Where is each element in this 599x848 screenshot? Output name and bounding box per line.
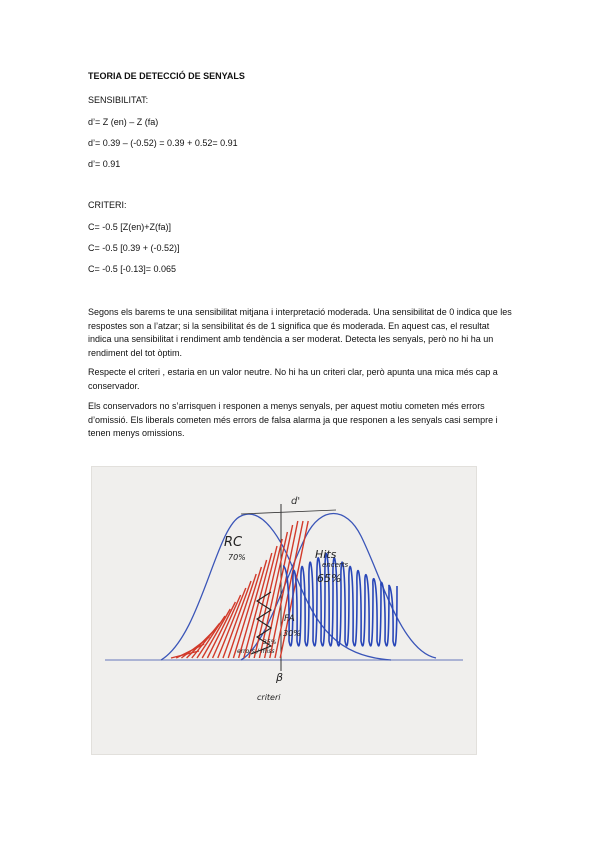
criterion-formula: C= -0.5 [Z(en)+Z(fa)] (88, 222, 172, 232)
rc-percent: 70% (228, 553, 246, 562)
d-prime-arrow (241, 510, 336, 514)
sensitivity-calculation: d’= 0.39 – (-0.52) = 0.39 + 0.52= 0.91 (88, 138, 238, 148)
errors-label: errors / miss (237, 648, 275, 655)
sensitivity-formula: d’= Z (en) – Z (fa) (88, 117, 159, 127)
paragraph-criterion: Respecte el criteri , estaria en un valor neutre. No hi ha un criteri clar, però apunta una mica més cap a conservador. (88, 367, 498, 391)
criterion-label: criteri (257, 693, 281, 702)
criterion-calculation: C= -0.5 [0.39 + (-0.52)] (88, 243, 180, 253)
fa-label: FA (284, 614, 295, 624)
hits-sublabel: encerts (322, 561, 349, 569)
omission-percent: 35% (263, 639, 277, 646)
criterion-heading: CRITERI: (88, 200, 127, 210)
beta-symbol: β (276, 671, 284, 684)
criterion-result: C= -0.5 [-0.13]= 0.065 (88, 264, 177, 274)
paragraph-sensitivity: Segons els barems te una sensibilitat mitjana i interpretació moderada. Una sensibilitat de 0 indica que les respostes son a l’atzar; si la sensibilitat és de 1 significa que és moderada. En aquest cas, el resultat indica una sensibilitat i rendiment amb tendència a ser moderat. Detecta les senyals, però no hi ha un rendiment del tot òptim. (88, 307, 512, 358)
rc-label: RC (224, 535, 243, 550)
hand-drawn-diagram-photo (91, 466, 477, 755)
hits-label: Hits (315, 548, 337, 561)
sensitivity-result: d’= 0.91 (88, 159, 121, 169)
hits-percent: 65% (317, 572, 342, 585)
paragraph-conservative-liberal: Els conservadors no s’arrisquen i responen a menys senyals, per aquest motiu cometen més errors d’omissió. Els liberals cometen més errors de falsa alarma ja que responen a les senyals casi sempre i tenen menys omissions. (88, 401, 498, 438)
d-prime-label: d' (291, 496, 301, 507)
fa-percent: 30% (283, 629, 301, 638)
signal-detection-sketch (91, 466, 477, 755)
sensitivity-heading: SENSIBILITAT: (88, 95, 149, 105)
document-title: TEORIA DE DETECCIÓ DE SENYALS (88, 71, 245, 81)
